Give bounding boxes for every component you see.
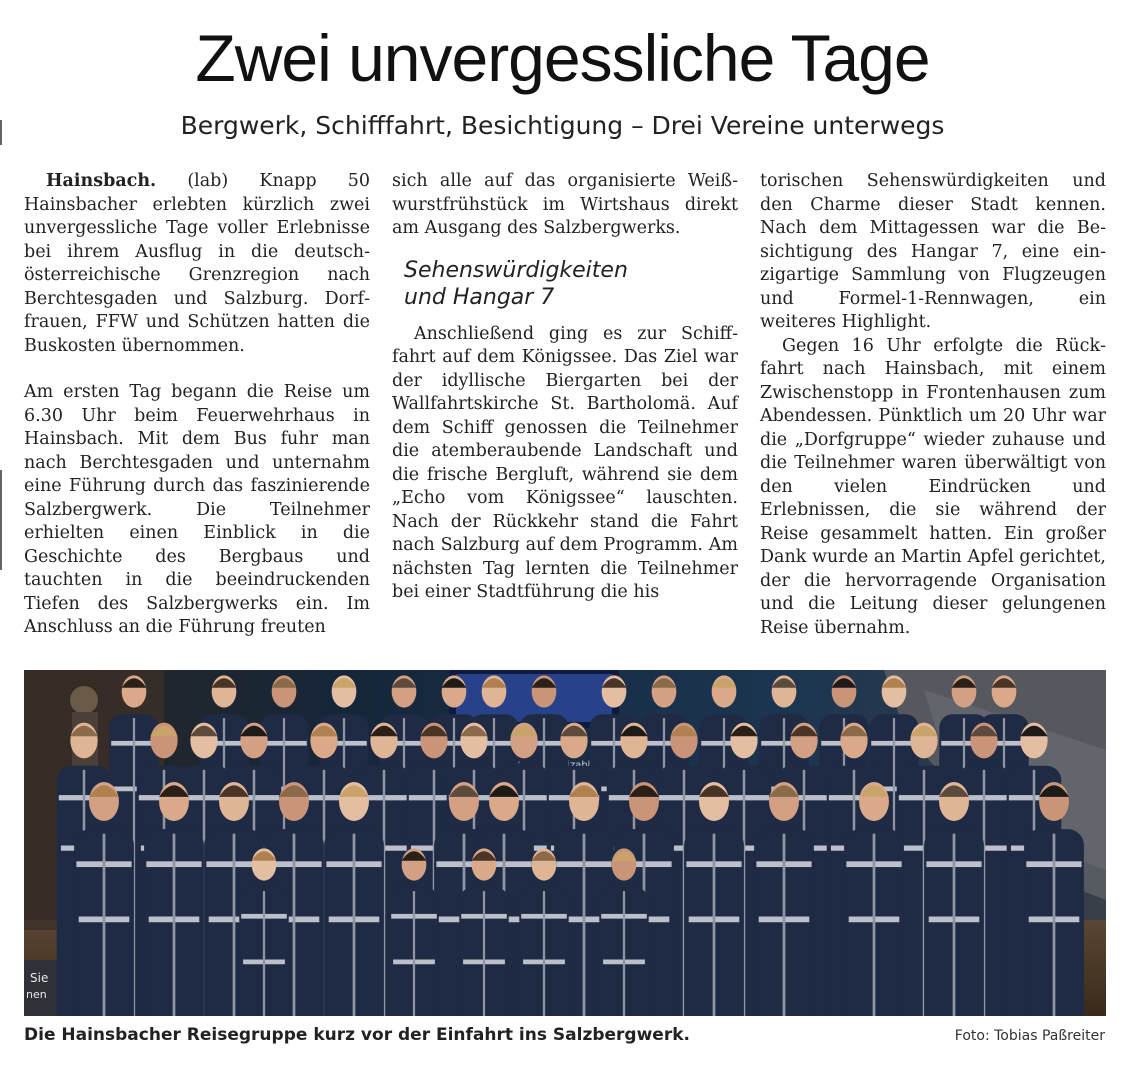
crosshead <box>404 257 738 311</box>
text-column-1 <box>24 170 370 640</box>
headline: Zwei unvergessliche Tage <box>195 21 930 95</box>
panel-text-2: Salzabba <box>554 760 601 771</box>
crosshead-line-2: und Hangar 7 <box>404 284 555 310</box>
paragraph-1-text: (lab) Knapp 50 Hainsbacher erlebten kürzlich zwei unvergessliche Tage voller Erlebnisse bei ihrem Ausflug in die deutsch-österreichische Grenzregion nach Berchtesgaden und Salzburg. Dorffrauen, FFW und Schützen hatten die Buskosten übernommen. <box>24 171 370 356</box>
subheadline: Bergwerk, Schifffahrt, Besichtigung – Drei Vereine unterwegs <box>180 111 945 140</box>
paragraph-2-cont: sich alle auf das organisierte Weißwurstfrühstück im Wirtshaus direkt am Ausgang des Salzbergwerks. <box>392 171 738 238</box>
paragraph <box>24 170 370 358</box>
paragraph-3-cont: torischen Sehenswürdigkeiten und den Charme dieser Stadt kennen. Nach dem Mittagessen war die Besichtigung des Hangar 7, eine einzigartige Sammlung von Flugzeugen und Formel-1-Rennwagen, ein weiteres Highlight. <box>760 171 1106 332</box>
dateline: Hainsbach. <box>46 171 157 191</box>
sign-text-1: Sie <box>30 971 49 985</box>
paragraph-2: Am ersten Tag begann die Reise um 6.30 Uhr beim Feuerwehrhaus in Hainsbach. Mit dem Bus fuhr man nach Berchtesgaden und unternahm eine Führung durch das faszinierende Salzbergwerk. Die Teilnehmer erhielten einen Einblick in die Geschichte des Bergbaus und tauchten in die beeindruckenden Tiefen des Salzbergwerks ein. Im Anschluss an die Führung freuten <box>24 382 370 637</box>
text-column-3 <box>760 170 1106 640</box>
paragraph-4: Gegen 16 Uhr erfolgte die Rückfahrt nach Hainsbach, mit einem Zwischenstopp in Frontenhausen zum Abendessen. Pünktlich um 20 Uhr war die „Dorfgruppe“ wieder zuhause und die Teilnehmer waren überwältigt von den vielen Eindrücken und Erlebnissen, die sie während der Reise gesammelt hatten. Ein großer Dank wurde an Martin Apfel gerichtet, der die hervorragende Organisation und die Leitung dieser gelungenen Reise übernahm. <box>760 335 1106 638</box>
text-column-2 <box>392 170 738 605</box>
edge-mark <box>0 470 2 570</box>
photo-credit: Foto: Tobias Paßreiter <box>954 1028 1105 1044</box>
paragraph-3: Anschließend ging es zur Schifffahrt auf dem Königssee. Das Ziel war der idyllische Biergarten bei der Wallfahrtskirche St. Bartholomä. Auf dem Schiff genossen die Teilnehmer die atemberaubende Landschaft und die frische Bergluft, während sie dem „Echo vom Königssee“ lauschten. Nach der Rückkehr stand die Fahrt nach Salzburg auf dem Programm. Am nächsten Tag lernten die Teilnehmer bei einer Stadtführung die his <box>392 323 738 602</box>
group-photo-illustration <box>24 670 1106 1016</box>
sign-text-2: nen <box>26 988 47 1001</box>
people-group <box>57 675 1084 1016</box>
photo-caption: Die Hainsbacher Reisegruppe kurz vor der Einfahrt ins Salzbergwerk. <box>24 1025 690 1045</box>
crosshead-line-1: Sehenswürdigkeiten <box>404 257 628 283</box>
group-photo <box>24 670 1106 1016</box>
